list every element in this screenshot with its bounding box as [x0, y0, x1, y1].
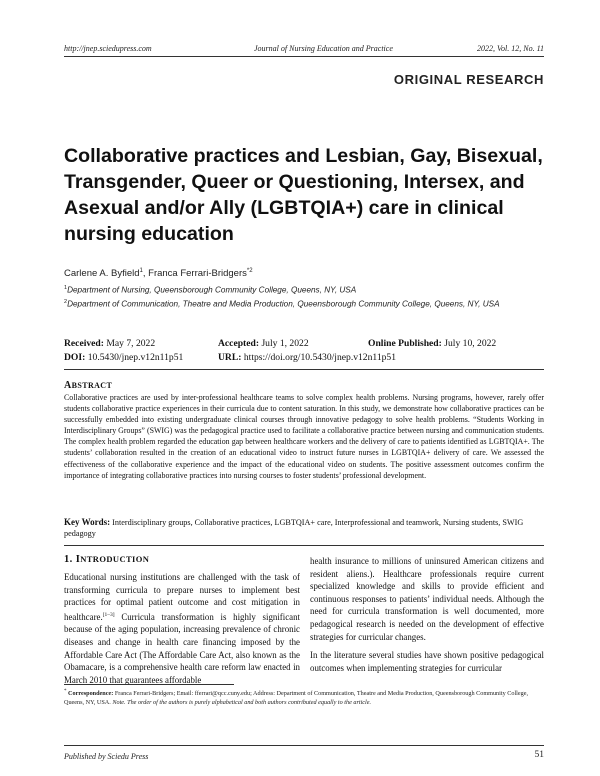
affiliation-text: Department of Nursing, Queensborough Community College, Queens, NY, USA — [67, 285, 357, 295]
meta-rule — [64, 369, 544, 370]
author-order-note: Note. The order of the authors is purely alphabetical and both authors contributed equally to the article. — [112, 698, 372, 706]
author-name: Carlene A. Byfield — [64, 268, 140, 280]
doi-value[interactable]: 10.5430/jnep.v12n11p51 — [87, 352, 184, 363]
accepted-date: Accepted: July 1, 2022 — [218, 338, 309, 349]
article-title: Collaborative practices and Lesbian, Gay, Bisexual, Transgender, Queer or Questioning, Intersex, and Asexual and/or Ally (LGBTQIA+) care in clinical nursing education — [64, 145, 543, 245]
doi: DOI: 10.5430/jnep.v12n11p51 — [64, 352, 184, 363]
keywords-text: Interdisciplinary groups, Collaborative practices, LGBTQIA+ care, Interprofessional and teamwork, Nursing students, SWIG pedagogy — [64, 518, 524, 538]
footnote-rule — [64, 684, 234, 685]
keywords — [64, 517, 544, 539]
affiliation-marker: *2 — [246, 268, 253, 274]
abstract-text: Collaborative practices are used by inter-professional healthcare teams to solve complex health problems. Nursing programs, however, rarely offer students collaborative practice experiences in their curricula due to content saturation. In this study, we demonstrate how collaborative practices can be successfully embedded into existing undergraduate clinical courses through innovative pedagogy to solve health problems. “Students Working in Interdisciplinary Groups” (SWIG) was the pedagogical practice used to facilitate a collaborative practice between nursing and communication students. The complex health problem regarded the education gap between healthcare workers and the delivery of care to patients identified as LGBTQIA+. The students’ collaboration resulted in the creation of an educational video to instruct future nurses in LGBTQIA+ delivery of care. We assessed the effectiveness of the collaborative experience and the impact of the educational video on students. The positive assessment outcomes confirm the importance of integrating collaborative practices into nursing courses to foster students’ professional development. — [64, 393, 544, 480]
publisher-footer: Published by Sciedu Press — [64, 752, 149, 761]
paragraph: Educational nursing institutions are challenged with the task of transforming curricula to prepare nurses to implement best practices for optimal patient outcome and cost mitigation in healthcare.[1–3] Curricula transformation is highly significant because of the aging population, increasing prevalence of chronic diseases and change in health care financing imposed by the Affordable Care Act (The Affordable Care Act, also known as the Obamacare, is a comprehensive health care reform law enacted in March 2010 that guarantees affordable — [64, 572, 300, 685]
author-name: Franca Ferrari-Bridgers — [148, 268, 247, 280]
received-date: Received: May 7, 2022 — [64, 338, 156, 349]
footnote-mark: * — [64, 689, 67, 694]
author-separator: , — [142, 268, 149, 280]
body-column-left — [64, 571, 300, 686]
keywords-rule — [64, 545, 544, 546]
doi-url: URL: https://doi.org/10.5430/jnep.v12n11p51 — [218, 352, 397, 363]
affiliation-text: Department of Communication, Theatre and Media Production, Queensborough Community College, Queens, NY, USA — [67, 299, 500, 309]
paragraph: In the literature several studies have shown positive pedagogical outcomes when implementing strategies for curricular — [310, 650, 544, 673]
journal-name: Journal of Nursing Education and Practice — [254, 44, 393, 53]
header-rule — [64, 56, 544, 57]
page-number: 51 — [534, 750, 544, 760]
introduction-heading: 1. INTRODUCTION — [64, 554, 150, 565]
author-list — [64, 268, 253, 279]
keywords-label: Key Words: — [64, 517, 111, 527]
journal-url[interactable]: http://jnep.sciedupress.com — [64, 44, 152, 53]
affiliation-number: 1 — [64, 285, 68, 291]
affiliation — [64, 299, 500, 309]
affiliation-marker: 1 — [139, 268, 143, 274]
affiliation-number: 2 — [64, 299, 68, 305]
footer-rule — [64, 745, 544, 746]
article-type-label: ORIGINAL RESEARCH — [393, 72, 544, 87]
correspondence-footnote: * Correspondence: Franca Ferrari-Bridgers; Email: fferrari@qcc.cuny.edu; Address: Department of Communication, Theatre and Media Production, Queensborough Community College, Queens, NY, USA. Note. The order of the authors is purely alphabetical and both authors contributed equally to the article. — [64, 689, 529, 706]
paragraph: health insurance to millions of uninsured American citizens and resident aliens.). Healthcare professionals require current specialized knowledge and skills to provide efficient and continuous responses to patients’ individual needs. Although the need for curricula transformation is well documented, more pedagogical research is needed on the development of effective strategies for curricular changes. — [310, 556, 544, 642]
abstract-heading: ABSTRACT — [64, 380, 113, 391]
doi-link[interactable]: https://doi.org/10.5430/jnep.v12n11p51 — [243, 352, 397, 363]
affiliation — [64, 285, 356, 295]
citation[interactable]: [1–3] — [102, 611, 115, 618]
published-date: Online Published: July 10, 2022 — [368, 338, 497, 349]
issue-info: 2022, Vol. 12, No. 11 — [477, 44, 544, 53]
body-column-right — [310, 555, 544, 674]
